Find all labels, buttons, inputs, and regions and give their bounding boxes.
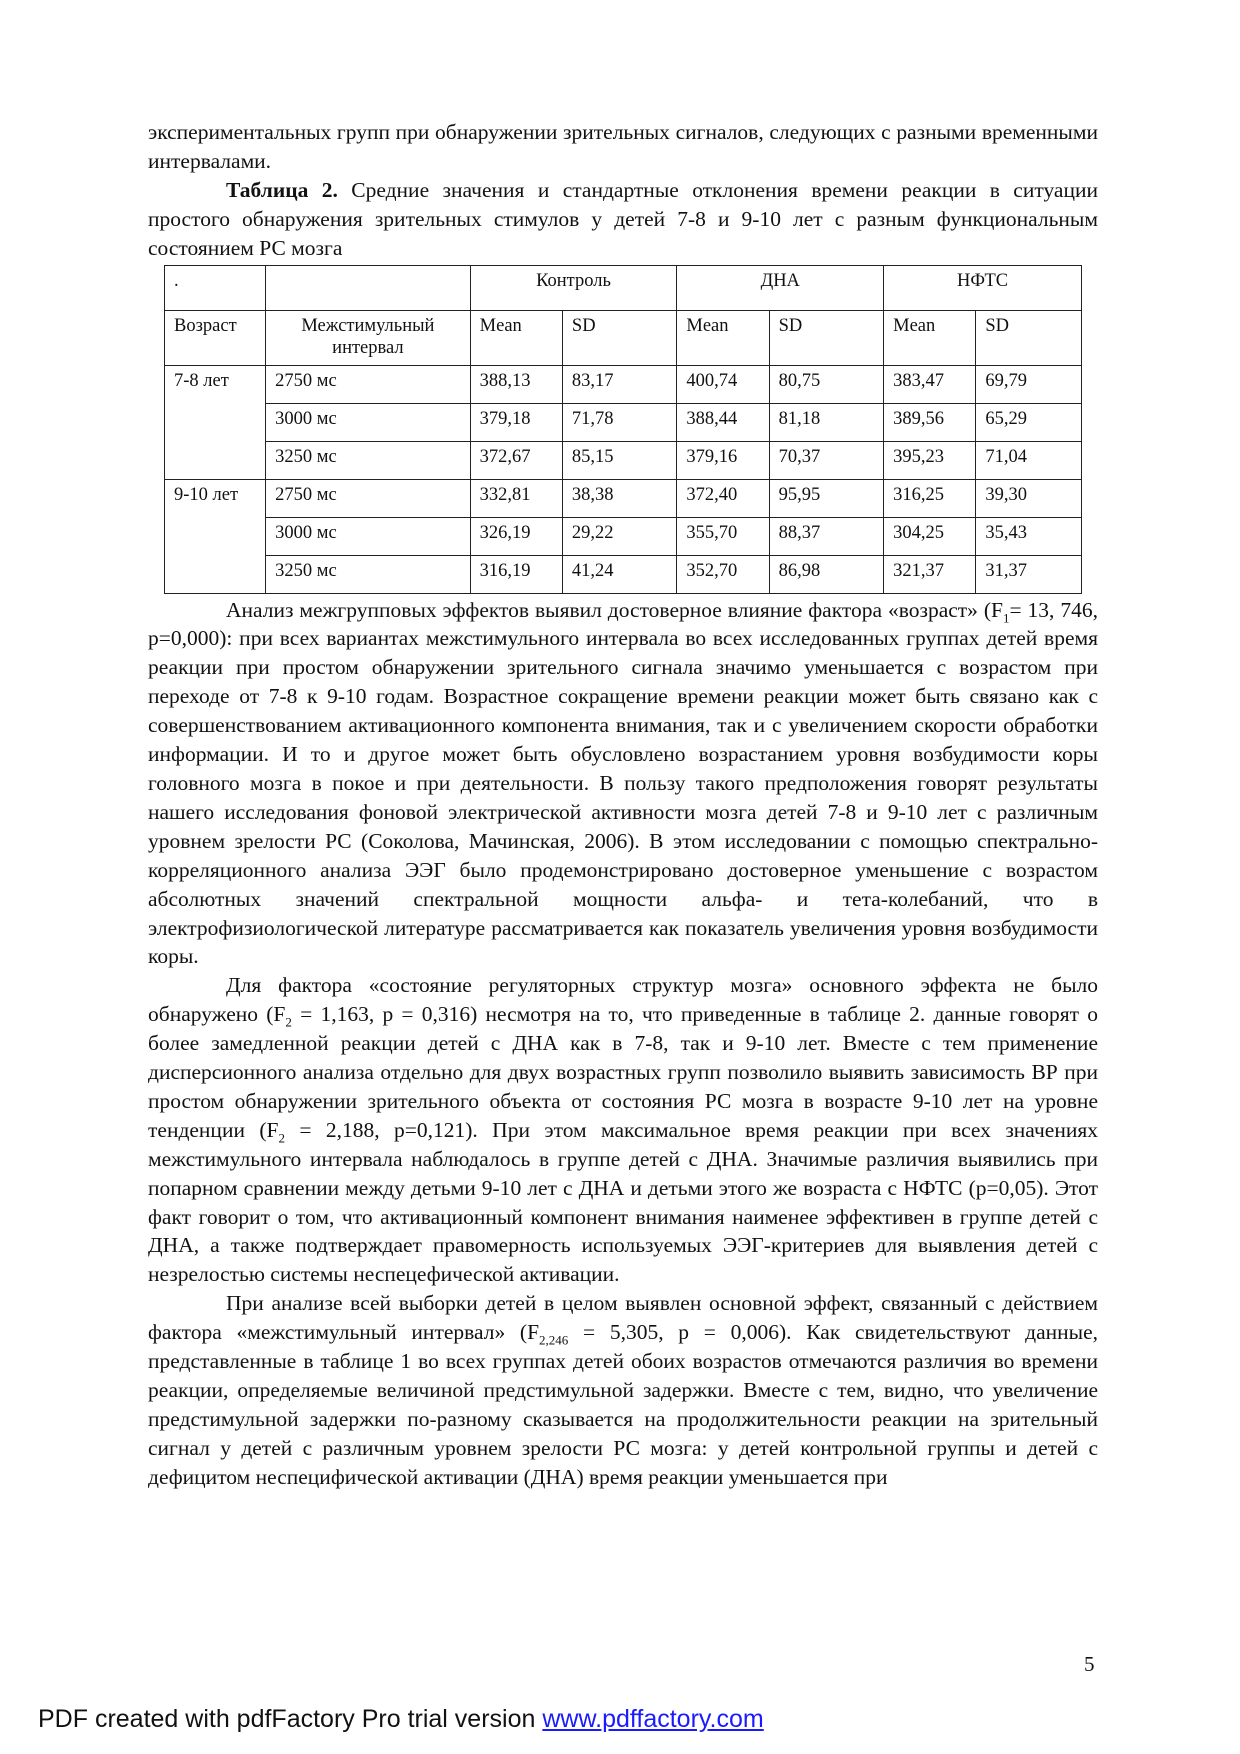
col-header-sd: SD (976, 310, 1082, 365)
table-cell: 31,37 (976, 555, 1082, 593)
table-header-row (165, 265, 1082, 310)
pdf-footer (38, 1705, 764, 1734)
table-cell: 372,67 (470, 441, 562, 479)
table-cell: 379,18 (470, 403, 562, 441)
table-cell: 71,04 (976, 441, 1082, 479)
table-cell: 95,95 (769, 479, 883, 517)
table-cell: 389,56 (884, 403, 976, 441)
table-cell: 70,37 (769, 441, 883, 479)
col-header-sd: SD (562, 310, 676, 365)
footer-text: PDF created with pdfFactory Pro trial version (38, 1705, 543, 1733)
table-row (165, 555, 1082, 593)
group-header-control: Контроль (470, 265, 677, 310)
table-cell: 400,74 (677, 365, 769, 403)
table-cell: 379,16 (677, 441, 769, 479)
group-header-nfts: НФТС (884, 265, 1082, 310)
table-subheader-row (165, 310, 1082, 365)
table-cell: 83,17 (562, 365, 676, 403)
table-cell: 316,25 (884, 479, 976, 517)
col-header-mean: Mean (470, 310, 562, 365)
table-cell: 355,70 (677, 517, 769, 555)
table-cell: 352,70 (677, 555, 769, 593)
table-cell: 81,18 (769, 403, 883, 441)
paragraph-top: экспериментальных групп при обнаружении зрительных сигналов, следующих с разными временными интервалами. (148, 120, 1098, 173)
paragraph-age-effect (148, 596, 1098, 972)
table-cell: 85,15 (562, 441, 676, 479)
subscript: 2,246 (539, 1332, 569, 1348)
table-empty-header-cell (266, 265, 471, 310)
subscript: 2 (285, 1014, 292, 1030)
table-cell: 38,38 (562, 479, 676, 517)
table-cell: 316,19 (470, 555, 562, 593)
table-cell: 2750 мс (266, 479, 471, 517)
col-header-interval: Межстимульный интервал (266, 310, 471, 365)
col-header-mean: Mean (677, 310, 769, 365)
table-cell: 2750 мс (266, 365, 471, 403)
footer-link[interactable]: www.pdffactory.com (542, 1705, 764, 1733)
table-cell: 395,23 (884, 441, 976, 479)
paragraph-regulatory-effect (148, 971, 1098, 1289)
text-run: = 13, 746, p=0,000): при всех вариантах межстимульного интервала во всех исследованных группах детей время реакции при простом обнаружении зрительного сигнала значимо уменьшается с возрастом при переходе от 7-8 к 9-10 годам. Возрастное сокращение времени реакции может быть связано как с совершенствованием активационного компонента внимания, так и с увеличением скорости обработки информации. И то и другое может быть обусловлено возрастанием уровня возбудимости коры головного мозга в покое и при деятельности. В пользу такого предположения говорят результаты нашего исследования фоновой электрической активности мозга детей 7-8 и 9-10 лет с различным уровнем зрелости РС (Соколова, Мачинская, 2006). В этом исследовании с помощью спектрально-корреляционного анализа ЭЭГ было продемонстрировано достоверное уменьшение с возрастом абсолютных значений спектральной мощности альфа- и тета-колебаний, что в электрофизиологической литературе рассматривается как показатель увеличения уровня возбудимости коры. (148, 597, 1098, 969)
table-cell: 383,47 (884, 365, 976, 403)
page-number: 5 (1084, 1652, 1095, 1676)
table-cell: 65,29 (976, 403, 1082, 441)
text-run: При анализе всей выборки детей в целом выявлен основной эффект, связанный с действием фактора «межстимульный интервал» (F (148, 1291, 1098, 1345)
table-cell: 71,78 (562, 403, 676, 441)
table-row (165, 517, 1082, 555)
text-run: Анализ межгрупповых эффектов выявил достоверное влияние фактора «возраст» (F (226, 597, 1003, 622)
table-cell: 388,13 (470, 365, 562, 403)
table-cell: 3250 мс (266, 555, 471, 593)
table-cell: 80,75 (769, 365, 883, 403)
table-cell: 3000 мс (266, 517, 471, 555)
subscript: 2 (278, 1130, 285, 1146)
table-cell: 69,79 (976, 365, 1082, 403)
paragraph-interval-effect (148, 1289, 1098, 1491)
table-cell: 86,98 (769, 555, 883, 593)
table-row (165, 441, 1082, 479)
text-run: = 2,188, p=0,121). При этом максимальное время реакции при всех значениях межстимульного интервала наблюдалось в группе детей с ДНА. Значимые различия выявились при попарном сравнении между детьми 9-10 лет с ДНА и детьми этого же возраста с НФТС (p=0,05). Этот факт говорит о том, что активационный компонент внимания наименее эффективен в группе детей с ДНА, а также подтверждает правомерность используемых ЭЭГ-критериев для выявления детей с незрелостью системы неспецефической активации. (148, 1117, 1099, 1287)
table-cell: 88,37 (769, 517, 883, 555)
table-cell: 3250 мс (266, 441, 471, 479)
group-header-dna: ДНА (677, 265, 884, 310)
table-cell: 29,22 (562, 517, 676, 555)
table-cell: 326,19 (470, 517, 562, 555)
table-row (165, 403, 1082, 441)
table-cell: 388,44 (677, 403, 769, 441)
age-group-cell: 9-10 лет (165, 479, 266, 593)
table-cell: 372,40 (677, 479, 769, 517)
table-corner-cell: . (165, 265, 266, 310)
table-row (165, 365, 1082, 403)
col-header-mean: Mean (884, 310, 976, 365)
table-cell: 39,30 (976, 479, 1082, 517)
text-run: = 1,163, p = 0,316) несмотря на то, что приведенные в таблице 2. данные говорят о более замедленной реакции детей с ДНА как в 7-8, так и 9-10 лет. Вместе с тем применение дисперсионного анализа отдельно для двух возрастных групп позволило выявить зависимость ВР при простом обнаружении зрительного объекта от состояния РС мозга в возрасте 9-10 лет на уровне тенденции (F (148, 1002, 1098, 1142)
table-cell: 304,25 (884, 517, 976, 555)
subscript: 1 (1002, 609, 1010, 625)
table-cell: 41,24 (562, 555, 676, 593)
table-cell: 35,43 (976, 517, 1082, 555)
table-cell: 332,81 (470, 479, 562, 517)
table-cell: 3000 мс (266, 403, 471, 441)
page-body (148, 118, 1098, 1492)
table-caption-text: Средние значения и стандартные отклонения времени реакции в ситуации простого обнаружения зрительных стимулов у детей 7-8 и 9-10 лет с разным функциональным состоянием РС мозга (148, 177, 1098, 260)
table-cell: 321,37 (884, 555, 976, 593)
table-caption (148, 176, 1098, 263)
col-header-age: Возраст (165, 310, 266, 365)
age-group-cell: 7-8 лет (165, 365, 266, 479)
text-run: Для фактора «состояние регуляторных структур мозга» основного эффекта не было обнаружено (F (148, 973, 1098, 1027)
reaction-time-table (164, 265, 1082, 594)
col-header-sd: SD (769, 310, 883, 365)
text-run: = 5,305, p = 0,006). Как свидетельствуют данные, представленные в таблице 1 во всех группах детей обоих возрастов отмечаются различия во времени реакции, определяемые величиной предстимульной задержки. Вместе с тем, видно, что увеличение предстимульной задержки по-разному сказывается на продолжительности реакции на зрительный сигнал у детей с различным уровнем зрелости РС мозга: у детей контрольной группы и детей с дефицитом неспецифической активации (ДНА) время реакции уменьшается при (148, 1320, 1098, 1489)
table-row (165, 479, 1082, 517)
table-caption-label: Таблица 2. (226, 177, 338, 202)
